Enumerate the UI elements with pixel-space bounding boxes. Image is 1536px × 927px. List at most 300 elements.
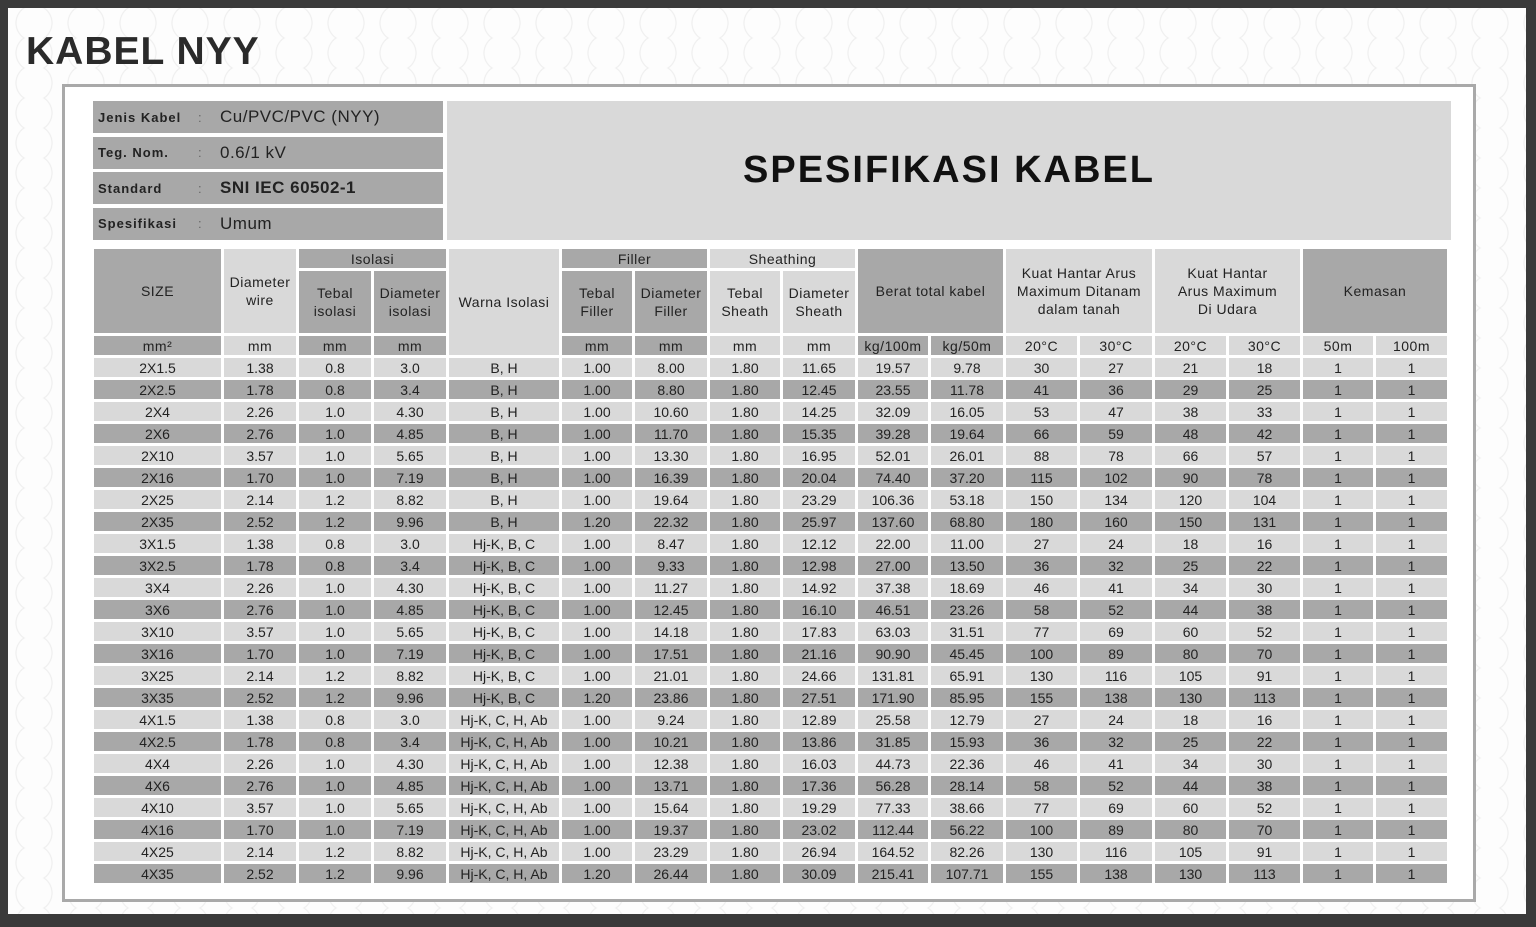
table-cell: 3X1.5 <box>94 534 221 553</box>
table-cell: 1 <box>1376 358 1447 377</box>
table-cell: 2X1.5 <box>94 358 221 377</box>
table-cell: 120 <box>1155 490 1226 509</box>
table-cell: 1 <box>1376 732 1447 751</box>
table-cell: 1 <box>1303 402 1373 421</box>
table-cell: 52 <box>1080 600 1152 619</box>
table-cell: 100 <box>1006 820 1077 839</box>
table-cell: 12.38 <box>635 754 707 773</box>
table-cell: 9.96 <box>374 512 446 531</box>
table-cell: 4X25 <box>94 842 221 861</box>
table-cell: 2.14 <box>224 666 296 685</box>
table-cell: 19.29 <box>783 798 855 817</box>
table-cell: 12.98 <box>783 556 855 575</box>
table-cell: 1 <box>1303 710 1373 729</box>
table-cell: Hj-K, C, H, Ab <box>449 864 559 883</box>
table-cell: 1.80 <box>710 798 780 817</box>
table-cell: B, H <box>449 446 559 465</box>
table-cell: Hj-K, C, H, Ab <box>449 776 559 795</box>
table-cell: 3.57 <box>224 446 296 465</box>
table-cell: 1.80 <box>710 424 780 443</box>
header-kemasan: Kemasan <box>1303 249 1447 333</box>
info-label: Teg. Nom. <box>98 145 169 160</box>
table-cell: Hj-K, B, C <box>449 600 559 619</box>
table-cell: 3.4 <box>374 556 446 575</box>
table-cell: 1.70 <box>224 644 296 663</box>
table-cell: 16.10 <box>783 600 855 619</box>
header-diameter-sheath: Diameter Sheath <box>783 271 855 333</box>
table-cell: 1 <box>1303 798 1373 817</box>
table-cell: 0.8 <box>299 710 371 729</box>
table-cell: 48 <box>1155 424 1226 443</box>
table-cell: 2.26 <box>224 578 296 597</box>
table-cell: 14.92 <box>783 578 855 597</box>
table-cell: 38.66 <box>931 798 1003 817</box>
table-cell: 12.79 <box>931 710 1003 729</box>
table-cell: 1 <box>1376 622 1447 641</box>
table-cell: 1 <box>1376 402 1447 421</box>
table-cell: 1.00 <box>562 600 632 619</box>
table-cell: 26.44 <box>635 864 707 883</box>
table-cell: 16.39 <box>635 468 707 487</box>
table-cell: 8.00 <box>635 358 707 377</box>
table-cell: 1.78 <box>224 380 296 399</box>
table-cell: 19.64 <box>931 424 1003 443</box>
table-cell: 5.65 <box>374 622 446 641</box>
table-cell: 2.52 <box>224 864 296 883</box>
table-cell: 34 <box>1155 754 1226 773</box>
unit-cell: 20°C <box>1006 336 1077 355</box>
table-cell: 8.82 <box>374 490 446 509</box>
table-cell: 8.80 <box>635 380 707 399</box>
table-cell: 38 <box>1229 600 1300 619</box>
header-berat-total: Berat total kabel <box>858 249 1003 333</box>
table-cell: 1.2 <box>299 666 371 685</box>
table-cell: 102 <box>1080 468 1152 487</box>
header-kha-tanah: Kuat Hantar Arus Maximum Ditanam dalam tanah <box>1006 249 1152 333</box>
table-cell: 52 <box>1229 798 1300 817</box>
table-row <box>94 688 1447 707</box>
table-body <box>94 358 1447 883</box>
table-cell: Hj-K, B, C <box>449 534 559 553</box>
table-cell: 1 <box>1376 798 1447 817</box>
table-cell: 23.02 <box>783 820 855 839</box>
table-row <box>94 732 1447 751</box>
table-cell: 3X25 <box>94 666 221 685</box>
unit-cell: mm² <box>94 336 221 355</box>
info-value: 0.6/1 kV <box>220 142 287 162</box>
table-cell: 1.00 <box>562 556 632 575</box>
table-cell: 1.38 <box>224 358 296 377</box>
unit-cell: mm <box>562 336 632 355</box>
table-cell: 1 <box>1376 688 1447 707</box>
table-cell: 171.90 <box>858 688 928 707</box>
table-cell: 1.00 <box>562 380 632 399</box>
table-cell: 1 <box>1303 468 1373 487</box>
table-cell: 2.14 <box>224 842 296 861</box>
table-cell: 1 <box>1303 358 1373 377</box>
table-cell: 1 <box>1303 380 1373 399</box>
header-diameter-wire: Diameter wire <box>224 249 296 333</box>
table-cell: 1.00 <box>562 534 632 553</box>
unit-cell: 50m <box>1303 336 1373 355</box>
table-cell: 131.81 <box>858 666 928 685</box>
table-cell: 23.26 <box>931 600 1003 619</box>
table-cell: 130 <box>1006 842 1077 861</box>
table-cell: 20.04 <box>783 468 855 487</box>
table-cell: 180 <box>1006 512 1077 531</box>
table-cell: 1.80 <box>710 512 780 531</box>
unit-cell: mm <box>374 336 446 355</box>
table-cell: 1 <box>1303 732 1373 751</box>
table-cell: 12.89 <box>783 710 855 729</box>
table-cell: 31.85 <box>858 732 928 751</box>
table-cell: 16 <box>1229 534 1300 553</box>
table-cell: Hj-K, C, H, Ab <box>449 820 559 839</box>
table-cell: 44 <box>1155 600 1226 619</box>
table-cell: 1 <box>1376 776 1447 795</box>
table-cell: 1 <box>1303 820 1373 839</box>
table-cell: 31.51 <box>931 622 1003 641</box>
table-cell: 1.38 <box>224 534 296 553</box>
table-cell: 19.37 <box>635 820 707 839</box>
info-row-spesifikasi <box>93 208 443 240</box>
table-cell: B, H <box>449 402 559 421</box>
table-cell: 137.60 <box>858 512 928 531</box>
table-cell: 17.83 <box>783 622 855 641</box>
table-cell: 3X35 <box>94 688 221 707</box>
table-cell: 12.45 <box>783 380 855 399</box>
table-cell: 1.00 <box>562 732 632 751</box>
table-cell: 30 <box>1229 754 1300 773</box>
table-cell: 113 <box>1229 688 1300 707</box>
unit-cell: mm <box>710 336 780 355</box>
table-cell: 70 <box>1229 644 1300 663</box>
table-cell: 2X2.5 <box>94 380 221 399</box>
table-cell: 90 <box>1155 468 1226 487</box>
table-cell: 65.91 <box>931 666 1003 685</box>
header-isolasi: Isolasi <box>299 249 446 268</box>
table-cell: 1.80 <box>710 446 780 465</box>
table-cell: 1 <box>1303 622 1373 641</box>
table-cell: 100 <box>1006 644 1077 663</box>
table-cell: 7.19 <box>374 644 446 663</box>
table-cell: 21 <box>1155 358 1226 377</box>
table-cell: 18 <box>1229 358 1300 377</box>
header-size: SIZE <box>94 249 221 333</box>
table-cell: 1 <box>1376 578 1447 597</box>
table-cell: 13.86 <box>783 732 855 751</box>
table-cell: 12.12 <box>783 534 855 553</box>
table-cell: 23.86 <box>635 688 707 707</box>
table-cell: 85.95 <box>931 688 1003 707</box>
table-cell: 1.2 <box>299 864 371 883</box>
table-cell: 0.8 <box>299 556 371 575</box>
table-cell: 26.94 <box>783 842 855 861</box>
table-cell: 1.00 <box>562 798 632 817</box>
table-cell: 46 <box>1006 578 1077 597</box>
table-cell: B, H <box>449 468 559 487</box>
table-cell: 17.36 <box>783 776 855 795</box>
table-cell: 7.19 <box>374 820 446 839</box>
header-diameter-isolasi: Diameter isolasi <box>374 271 446 333</box>
info-colon: : <box>198 216 202 231</box>
table-cell: 1 <box>1376 490 1447 509</box>
table-cell: 21.16 <box>783 644 855 663</box>
table-cell: 1 <box>1376 754 1447 773</box>
table-cell: 78 <box>1229 468 1300 487</box>
table-cell: 9.33 <box>635 556 707 575</box>
spec-title: SPESIFIKASI KABEL <box>743 149 1155 191</box>
table-cell: 17.51 <box>635 644 707 663</box>
table-cell: 19.57 <box>858 358 928 377</box>
table-row <box>94 798 1447 817</box>
table-cell: 9.96 <box>374 688 446 707</box>
table-cell: 3X6 <box>94 600 221 619</box>
table-cell: 1.0 <box>299 578 371 597</box>
table-cell: 30 <box>1006 358 1077 377</box>
table-cell: 68.80 <box>931 512 1003 531</box>
table-cell: 52 <box>1080 776 1152 795</box>
info-label: Jenis Kabel <box>98 109 182 125</box>
table-cell: 27 <box>1080 358 1152 377</box>
table-cell: 1 <box>1303 534 1373 553</box>
table-cell: 56.28 <box>858 776 928 795</box>
table-cell: 25 <box>1229 380 1300 399</box>
table-cell: 82.26 <box>931 842 1003 861</box>
table-cell: 1.0 <box>299 446 371 465</box>
table-cell: 27 <box>1006 710 1077 729</box>
table-cell: 11.00 <box>931 534 1003 553</box>
table-cell: 1.00 <box>562 358 632 377</box>
table-cell: 116 <box>1080 842 1152 861</box>
table-cell: 0.8 <box>299 534 371 553</box>
table-cell: 1.0 <box>299 622 371 641</box>
table-cell: 104 <box>1229 490 1300 509</box>
table-cell: 88 <box>1006 446 1077 465</box>
table-cell: 30 <box>1229 578 1300 597</box>
table-cell: 5.65 <box>374 446 446 465</box>
table-cell: 60 <box>1155 622 1226 641</box>
table-cell: Hj-K, B, C <box>449 556 559 575</box>
table-row <box>94 490 1447 509</box>
table-cell: 36 <box>1080 380 1152 399</box>
table-cell: 56.22 <box>931 820 1003 839</box>
header-tebal-isolasi: Tebal isolasi <box>299 271 371 333</box>
info-row-jenis-kabel <box>93 101 443 133</box>
table-cell: Hj-K, C, H, Ab <box>449 754 559 773</box>
info-row-standard <box>93 172 443 204</box>
table-cell: 138 <box>1080 864 1152 883</box>
table-cell: 91 <box>1229 666 1300 685</box>
unit-cell: 20°C <box>1155 336 1226 355</box>
table-cell: 2X16 <box>94 468 221 487</box>
table-cell: B, H <box>449 512 559 531</box>
table-cell: Hj-K, B, C <box>449 666 559 685</box>
table-cell: 27.51 <box>783 688 855 707</box>
table-cell: 66 <box>1155 446 1226 465</box>
table-cell: 1 <box>1303 512 1373 531</box>
table-cell: 52 <box>1229 622 1300 641</box>
table-cell: 91 <box>1229 842 1300 861</box>
table-cell: 1.80 <box>710 578 780 597</box>
table-cell: 1.00 <box>562 776 632 795</box>
table-cell: 63.03 <box>858 622 928 641</box>
table-row <box>94 842 1447 861</box>
table-cell: 47 <box>1080 402 1152 421</box>
header-kha-udara: Kuat Hantar Arus Maximum Di Udara <box>1155 249 1300 333</box>
table-cell: 1.0 <box>299 424 371 443</box>
table-cell: 11.27 <box>635 578 707 597</box>
table-cell: 150 <box>1006 490 1077 509</box>
table-cell: 1.80 <box>710 754 780 773</box>
table-cell: 1 <box>1303 688 1373 707</box>
table-cell: 34 <box>1155 578 1226 597</box>
table-cell: 1.38 <box>224 710 296 729</box>
table-cell: 1.00 <box>562 424 632 443</box>
table-cell: 2X4 <box>94 402 221 421</box>
table-cell: 42 <box>1229 424 1300 443</box>
table-cell: 134 <box>1080 490 1152 509</box>
table-cell: 155 <box>1006 864 1077 883</box>
table-cell: 2.76 <box>224 424 296 443</box>
table-cell: 130 <box>1155 864 1226 883</box>
table-cell: 28.14 <box>931 776 1003 795</box>
table-row <box>94 578 1447 597</box>
table-cell: 12.45 <box>635 600 707 619</box>
table-cell: 77 <box>1006 798 1077 817</box>
table-cell: 3.57 <box>224 622 296 641</box>
table-cell: 105 <box>1155 842 1226 861</box>
info-value: Cu/PVC/PVC (NYY) <box>220 107 381 126</box>
table-cell: 1.80 <box>710 358 780 377</box>
table-cell: 44 <box>1155 776 1226 795</box>
table-cell: 5.65 <box>374 798 446 817</box>
table-cell: 21.01 <box>635 666 707 685</box>
table-cell: 52.01 <box>858 446 928 465</box>
table-cell: 0.8 <box>299 380 371 399</box>
table-cell: 150 <box>1155 512 1226 531</box>
table-cell: 53.18 <box>931 490 1003 509</box>
table-cell: 113 <box>1229 864 1300 883</box>
table-cell: 30.09 <box>783 864 855 883</box>
table-cell: 160 <box>1080 512 1152 531</box>
table-cell: 1 <box>1376 820 1447 839</box>
spec-title-panel <box>447 101 1451 240</box>
table-cell: 1.00 <box>562 468 632 487</box>
table-cell: 24 <box>1080 534 1152 553</box>
table-cell: 44.73 <box>858 754 928 773</box>
table-cell: 1.00 <box>562 842 632 861</box>
table-cell: 1 <box>1303 424 1373 443</box>
table-cell: 1 <box>1303 666 1373 685</box>
table-row <box>94 402 1447 421</box>
table-cell: 45.45 <box>931 644 1003 663</box>
page-title: KABEL NYY <box>26 30 260 73</box>
table-cell: 2.26 <box>224 402 296 421</box>
table-cell: 46.51 <box>858 600 928 619</box>
table-cell: 106.36 <box>858 490 928 509</box>
table-cell: 32.09 <box>858 402 928 421</box>
table-cell: 1 <box>1376 534 1447 553</box>
table-cell: 1.00 <box>562 402 632 421</box>
table-cell: 1.20 <box>562 512 632 531</box>
table-row <box>94 556 1447 575</box>
table-row <box>94 820 1447 839</box>
info-row-teg-nom <box>93 137 443 169</box>
table-cell: 26.01 <box>931 446 1003 465</box>
table-cell: 15.35 <box>783 424 855 443</box>
table-cell: 1 <box>1376 842 1447 861</box>
unit-cell: kg/100m <box>858 336 928 355</box>
header-diameter-filler: Diameter Filler <box>635 271 707 333</box>
table-cell: 1 <box>1303 578 1373 597</box>
table-cell: 77.33 <box>858 798 928 817</box>
table-cell: 25 <box>1155 556 1226 575</box>
table-cell: 15.93 <box>931 732 1003 751</box>
table-cell: 38 <box>1229 776 1300 795</box>
units-row <box>94 336 1447 355</box>
table-cell: 22.32 <box>635 512 707 531</box>
table-cell: 1.80 <box>710 556 780 575</box>
table-row <box>94 644 1447 663</box>
table-cell: 23.29 <box>635 842 707 861</box>
table-cell: 10.60 <box>635 402 707 421</box>
table-cell: 1 <box>1376 446 1447 465</box>
header-tebal-sheath: Tebal Sheath <box>710 271 780 333</box>
table-cell: 22.00 <box>858 534 928 553</box>
table-cell: 1.80 <box>710 864 780 883</box>
table-cell: 18 <box>1155 710 1226 729</box>
table-cell: 2.76 <box>224 600 296 619</box>
table-cell: Hj-K, B, C <box>449 644 559 663</box>
table-row <box>94 666 1447 685</box>
table-cell: 2.14 <box>224 490 296 509</box>
table-cell: 130 <box>1155 688 1226 707</box>
table-cell: 2.52 <box>224 512 296 531</box>
table-cell: 24.66 <box>783 666 855 685</box>
table-cell: 1 <box>1376 556 1447 575</box>
table-cell: 1.80 <box>710 468 780 487</box>
table-cell: 69 <box>1080 622 1152 641</box>
table-cell: 78 <box>1080 446 1152 465</box>
table-cell: 70 <box>1229 820 1300 839</box>
table-cell: B, H <box>449 358 559 377</box>
table-cell: 80 <box>1155 644 1226 663</box>
table-cell: 1.80 <box>710 402 780 421</box>
table-cell: 4.30 <box>374 402 446 421</box>
table-cell: 0.8 <box>299 358 371 377</box>
table-cell: Hj-K, B, C <box>449 578 559 597</box>
table-cell: 2X6 <box>94 424 221 443</box>
table-cell: 107.71 <box>931 864 1003 883</box>
table-cell: 1.0 <box>299 600 371 619</box>
table-cell: 3.0 <box>374 534 446 553</box>
table-cell: 2X25 <box>94 490 221 509</box>
table-cell: 115 <box>1006 468 1077 487</box>
table-cell: B, H <box>449 380 559 399</box>
table-cell: 9.78 <box>931 358 1003 377</box>
table-cell: 1.80 <box>710 622 780 641</box>
table-cell: 59 <box>1080 424 1152 443</box>
table-cell: 22.36 <box>931 754 1003 773</box>
table-cell: 32 <box>1080 556 1152 575</box>
table-cell: 155 <box>1006 688 1077 707</box>
table-cell: 37.38 <box>858 578 928 597</box>
table-cell: 1.0 <box>299 820 371 839</box>
table-row <box>94 358 1447 377</box>
table-cell: 4.85 <box>374 424 446 443</box>
table-cell: 39.28 <box>858 424 928 443</box>
